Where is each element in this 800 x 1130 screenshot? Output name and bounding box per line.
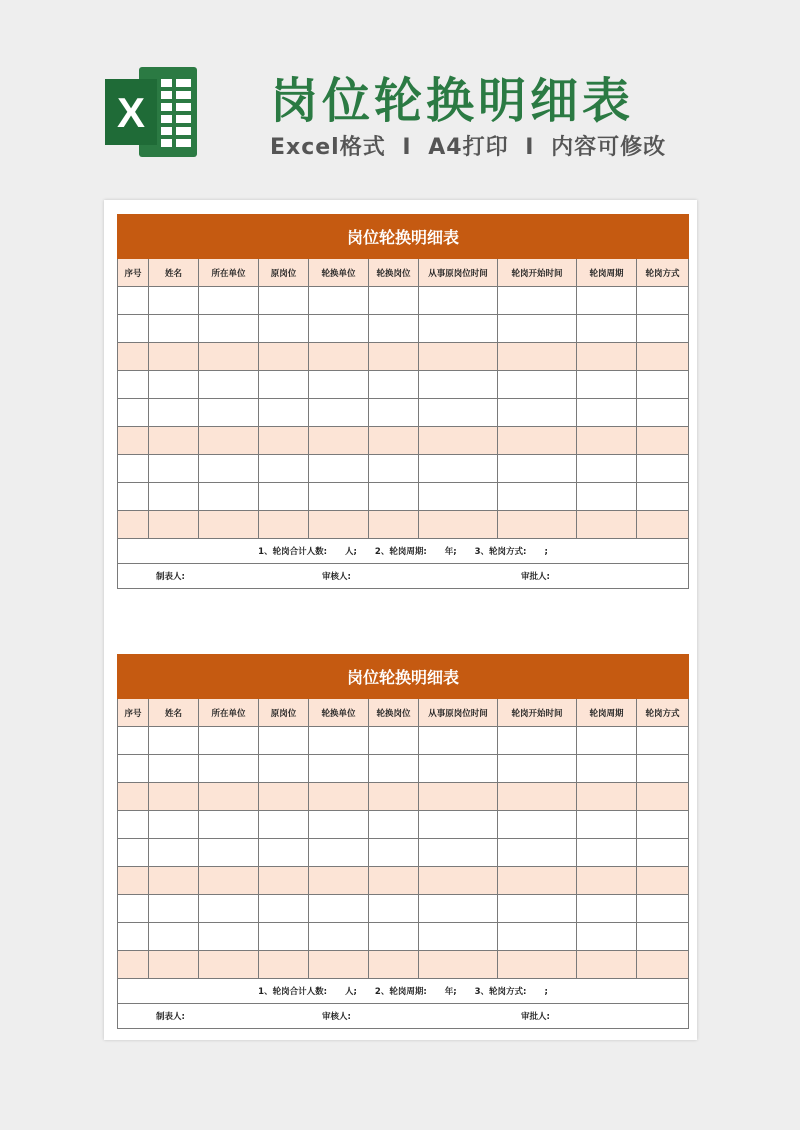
table-cell[interactable] (199, 951, 259, 979)
table-cell[interactable] (637, 867, 689, 895)
table-cell[interactable] (577, 483, 637, 511)
table-cell[interactable] (199, 427, 259, 455)
total-count-label: 1、轮岗合计人数: (258, 987, 327, 997)
table-cell[interactable] (149, 427, 199, 455)
table-cell[interactable] (309, 895, 369, 923)
table-cell[interactable] (369, 287, 419, 315)
table-cell[interactable] (637, 895, 689, 923)
table-cell[interactable] (498, 951, 577, 979)
signature-blank (637, 564, 689, 589)
summary-cell (118, 979, 689, 1004)
table-cell[interactable] (498, 511, 577, 539)
table-cell[interactable] (309, 923, 369, 951)
table-cell[interactable] (637, 483, 689, 511)
column-header: 序号 (118, 699, 149, 727)
table-row (118, 315, 689, 343)
table-cell[interactable] (118, 923, 149, 951)
table-cell[interactable] (149, 783, 199, 811)
table-cell[interactable] (577, 867, 637, 895)
table-cell[interactable] (149, 371, 199, 399)
signature-blank (637, 1004, 689, 1029)
table-cell[interactable] (199, 811, 259, 839)
table-title: 岗位轮换明细表 (118, 655, 689, 699)
table-cell[interactable] (309, 951, 369, 979)
table-row (118, 727, 689, 755)
table-cell[interactable] (577, 783, 637, 811)
table-cell[interactable] (118, 455, 149, 483)
table-cell[interactable] (419, 811, 498, 839)
table-cell[interactable] (149, 923, 199, 951)
table-row (118, 427, 689, 455)
table-cell[interactable] (369, 895, 419, 923)
table-cell[interactable] (637, 427, 689, 455)
checker-label: 审核人: (322, 1012, 351, 1022)
cycle-unit: 年; (444, 547, 457, 557)
table-cell[interactable] (149, 399, 199, 427)
table-cell[interactable] (369, 511, 419, 539)
rotation-table-2 (117, 654, 689, 1029)
table-cell[interactable] (259, 483, 309, 511)
column-header: 原岗位 (259, 259, 309, 287)
column-header: 轮岗方式 (637, 259, 689, 287)
subtitle-sep: I (525, 135, 535, 160)
table-cell[interactable] (369, 727, 419, 755)
table-cell[interactable] (149, 895, 199, 923)
table-row (118, 783, 689, 811)
table-row (118, 511, 689, 539)
method-unit: ; (544, 547, 548, 557)
table-cell[interactable] (577, 811, 637, 839)
column-header: 所在单位 (199, 259, 259, 287)
table-cell[interactable] (498, 399, 577, 427)
table-cell[interactable] (118, 811, 149, 839)
table-cell[interactable] (309, 511, 369, 539)
table-cell[interactable] (577, 455, 637, 483)
table-cell[interactable] (498, 287, 577, 315)
column-header: 原岗位 (259, 699, 309, 727)
table-row (118, 455, 689, 483)
worksheet-page (104, 200, 697, 1040)
table-cell[interactable] (118, 867, 149, 895)
column-header: 姓名 (149, 259, 199, 287)
table-cell[interactable] (259, 951, 309, 979)
table-cell[interactable] (199, 867, 259, 895)
table-cell[interactable] (118, 287, 149, 315)
table-cell[interactable] (149, 287, 199, 315)
table-cell[interactable] (419, 951, 498, 979)
cycle-label: 2、轮岗周期: (374, 987, 427, 997)
table-cell[interactable] (259, 287, 309, 315)
signature-row (118, 1004, 689, 1029)
table-cell[interactable] (309, 811, 369, 839)
table-cell[interactable] (259, 371, 309, 399)
table-cell[interactable] (199, 727, 259, 755)
table-cell[interactable] (118, 343, 149, 371)
table-cell[interactable] (309, 455, 369, 483)
table-cell[interactable] (577, 755, 637, 783)
table-cell[interactable] (309, 727, 369, 755)
table-cell[interactable] (498, 427, 577, 455)
column-header: 轮岗周期 (577, 259, 637, 287)
method-label: 3、轮岗方式: (474, 987, 527, 997)
cycle-unit: 年; (444, 987, 457, 997)
table-cell[interactable] (118, 427, 149, 455)
table-cell[interactable] (369, 315, 419, 343)
subtitle-format: Excel格式 (270, 135, 386, 160)
table-cell[interactable] (419, 511, 498, 539)
table-cell[interactable] (369, 923, 419, 951)
table-cell[interactable] (309, 399, 369, 427)
table-cell[interactable] (118, 951, 149, 979)
table-cell[interactable] (118, 315, 149, 343)
table-cell[interactable] (309, 427, 369, 455)
table-cell[interactable] (199, 895, 259, 923)
column-header: 轮岗开始时间 (498, 259, 577, 287)
table-cell[interactable] (498, 343, 577, 371)
table-cell[interactable] (118, 839, 149, 867)
table-cell[interactable] (149, 511, 199, 539)
column-header: 所在单位 (199, 699, 259, 727)
table-cell[interactable] (149, 483, 199, 511)
table-cell[interactable] (498, 839, 577, 867)
table-row (118, 483, 689, 511)
table-cell[interactable] (419, 371, 498, 399)
summary-cell (118, 539, 689, 564)
table-cell[interactable] (309, 371, 369, 399)
table-cell[interactable] (419, 895, 498, 923)
column-header: 轮岗方式 (637, 699, 689, 727)
table-cell[interactable] (577, 315, 637, 343)
logo-letter: X (116, 89, 146, 136)
table-cell[interactable] (419, 867, 498, 895)
table-cell[interactable] (577, 727, 637, 755)
table-cell[interactable] (577, 511, 637, 539)
table-cell[interactable] (637, 839, 689, 867)
rotation-table-1 (117, 214, 689, 589)
method-unit: ; (544, 987, 548, 997)
table-cell[interactable] (149, 867, 199, 895)
table-cell[interactable] (498, 483, 577, 511)
table-cell[interactable] (199, 755, 259, 783)
table-cell[interactable] (259, 839, 309, 867)
table-cell[interactable] (259, 343, 309, 371)
table-cell[interactable] (577, 287, 637, 315)
table-cell[interactable] (498, 895, 577, 923)
table-cell[interactable] (498, 755, 577, 783)
table-cell[interactable] (199, 371, 259, 399)
maker-label: 制表人: (156, 572, 185, 582)
table-cell[interactable] (637, 287, 689, 315)
subtitle-sep: I (402, 135, 412, 160)
table-cell[interactable] (149, 951, 199, 979)
table-cell[interactable] (419, 839, 498, 867)
column-header: 轮换岗位 (369, 699, 419, 727)
table-cell[interactable] (577, 951, 637, 979)
table-cell[interactable] (498, 315, 577, 343)
table-cell[interactable] (637, 399, 689, 427)
table-cell[interactable] (309, 783, 369, 811)
table-cell[interactable] (309, 839, 369, 867)
table-cell[interactable] (149, 755, 199, 783)
table-cell[interactable] (419, 727, 498, 755)
table-row (118, 343, 689, 371)
table-cell[interactable] (369, 755, 419, 783)
column-header: 轮换单位 (309, 699, 369, 727)
signature-cell (118, 1004, 637, 1029)
excel-icon (103, 63, 201, 161)
table-cell[interactable] (118, 399, 149, 427)
table-cell[interactable] (309, 315, 369, 343)
table-cell[interactable] (149, 839, 199, 867)
table-title: 岗位轮换明细表 (118, 215, 689, 259)
table-cell[interactable] (637, 951, 689, 979)
table-cell[interactable] (419, 455, 498, 483)
table-cell[interactable] (637, 315, 689, 343)
table-cell[interactable] (259, 811, 309, 839)
subtitle-editable: 内容可修改 (551, 135, 667, 160)
table-cell[interactable] (149, 811, 199, 839)
table-cell[interactable] (369, 839, 419, 867)
table-cell[interactable] (637, 511, 689, 539)
cycle-label: 2、轮岗周期: (374, 547, 427, 557)
table-cell[interactable] (498, 867, 577, 895)
table-row (118, 755, 689, 783)
table-cell[interactable] (309, 867, 369, 895)
table-cell[interactable] (369, 867, 419, 895)
table-cell[interactable] (149, 727, 199, 755)
table-cell[interactable] (199, 783, 259, 811)
table-cell[interactable] (369, 455, 419, 483)
table-cell[interactable] (199, 343, 259, 371)
column-header: 序号 (118, 259, 149, 287)
table-cell[interactable] (199, 455, 259, 483)
table-cell[interactable] (118, 511, 149, 539)
table-cell[interactable] (498, 455, 577, 483)
table-cell[interactable] (259, 867, 309, 895)
signature-row (118, 564, 689, 589)
table-cell[interactable] (118, 783, 149, 811)
table-cell[interactable] (369, 427, 419, 455)
checker-label: 审核人: (322, 572, 351, 582)
table-row (118, 839, 689, 867)
table-cell[interactable] (369, 811, 419, 839)
table-cell[interactable] (149, 343, 199, 371)
table-cell[interactable] (369, 343, 419, 371)
table-cell[interactable] (309, 483, 369, 511)
table-row (118, 951, 689, 979)
table-cell[interactable] (419, 399, 498, 427)
column-header: 轮换单位 (309, 259, 369, 287)
column-header: 姓名 (149, 699, 199, 727)
table-cell[interactable] (577, 923, 637, 951)
total-count-unit: 人; (345, 987, 357, 997)
table-cell[interactable] (419, 755, 498, 783)
column-header: 轮换岗位 (369, 259, 419, 287)
approver-label: 审批人: (521, 1012, 550, 1022)
table-cell[interactable] (419, 483, 498, 511)
signature-cell (118, 564, 637, 589)
subtitle-print: A4打印 (428, 135, 509, 160)
column-header: 从事原岗位时间 (419, 259, 498, 287)
table-cell[interactable] (577, 427, 637, 455)
table-cell[interactable] (637, 811, 689, 839)
table-cell[interactable] (369, 371, 419, 399)
table-cell[interactable] (259, 783, 309, 811)
method-label: 3、轮岗方式: (474, 547, 527, 557)
total-count-label: 1、轮岗合计人数: (258, 547, 327, 557)
table-cell[interactable] (577, 895, 637, 923)
table-cell[interactable] (637, 923, 689, 951)
table-row (118, 867, 689, 895)
table-cell[interactable] (118, 727, 149, 755)
approver-label: 审批人: (521, 572, 550, 582)
table-cell[interactable] (259, 895, 309, 923)
table-row (118, 371, 689, 399)
table-row (118, 895, 689, 923)
page-header (0, 0, 800, 190)
table-cell[interactable] (498, 783, 577, 811)
table-row (118, 399, 689, 427)
table-row (118, 811, 689, 839)
summary-row (118, 979, 689, 1004)
table-row (118, 923, 689, 951)
total-count-unit: 人; (345, 547, 357, 557)
table-cell[interactable] (199, 923, 259, 951)
table-cell[interactable] (498, 811, 577, 839)
table-cell[interactable] (637, 727, 689, 755)
table-cell[interactable] (498, 371, 577, 399)
table-cell[interactable] (637, 755, 689, 783)
table-cell[interactable] (118, 371, 149, 399)
table-cell[interactable] (118, 895, 149, 923)
table-cell[interactable] (199, 483, 259, 511)
table-cell[interactable] (577, 399, 637, 427)
table-cell[interactable] (259, 923, 309, 951)
table-cell[interactable] (199, 839, 259, 867)
table-cell[interactable] (577, 839, 637, 867)
table-cell[interactable] (149, 455, 199, 483)
column-header: 从事原岗位时间 (419, 699, 498, 727)
table-cell[interactable] (118, 483, 149, 511)
table-cell[interactable] (419, 923, 498, 951)
table-cell[interactable] (369, 483, 419, 511)
page-subtitle (270, 130, 666, 161)
table-cell[interactable] (259, 427, 309, 455)
summary-row (118, 539, 689, 564)
table-cell[interactable] (637, 343, 689, 371)
table-cell[interactable] (309, 343, 369, 371)
table-cell[interactable] (259, 455, 309, 483)
page-title: 岗位轮换明细表 (270, 73, 635, 129)
table-cell[interactable] (369, 783, 419, 811)
table-cell[interactable] (118, 755, 149, 783)
table-cell[interactable] (419, 783, 498, 811)
column-header: 轮岗周期 (577, 699, 637, 727)
table-cell[interactable] (259, 755, 309, 783)
table-cell[interactable] (637, 455, 689, 483)
table-cell[interactable] (419, 315, 498, 343)
table-cell[interactable] (149, 315, 199, 343)
table-cell[interactable] (577, 343, 637, 371)
column-header: 轮岗开始时间 (498, 699, 577, 727)
table-cell[interactable] (199, 399, 259, 427)
table-cell[interactable] (369, 951, 419, 979)
maker-label: 制表人: (156, 1012, 185, 1022)
table-cell[interactable] (637, 371, 689, 399)
table-cell[interactable] (259, 315, 309, 343)
table-cell[interactable] (498, 727, 577, 755)
table-cell[interactable] (259, 727, 309, 755)
table-cell[interactable] (419, 343, 498, 371)
table-cell[interactable] (577, 371, 637, 399)
table-cell[interactable] (259, 399, 309, 427)
table-cell[interactable] (199, 511, 259, 539)
table-cell[interactable] (199, 287, 259, 315)
table-cell[interactable] (309, 755, 369, 783)
table-cell[interactable] (259, 511, 309, 539)
table-cell[interactable] (419, 287, 498, 315)
table-cell[interactable] (419, 427, 498, 455)
table-row (118, 287, 689, 315)
table-cell[interactable] (498, 923, 577, 951)
table-cell[interactable] (309, 287, 369, 315)
table-cell[interactable] (637, 783, 689, 811)
table-cell[interactable] (369, 399, 419, 427)
table-cell[interactable] (199, 315, 259, 343)
